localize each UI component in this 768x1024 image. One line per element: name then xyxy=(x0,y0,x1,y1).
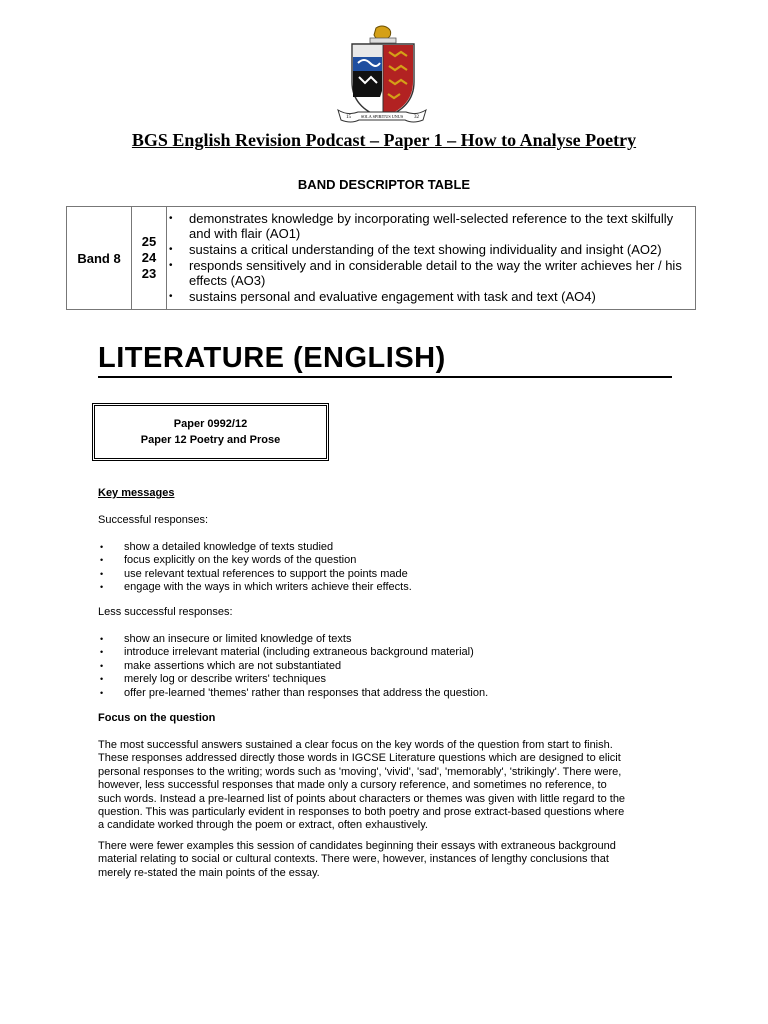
list-item: • focus explicitly on the key words of the question xyxy=(98,554,698,567)
mark-value: 25 xyxy=(141,234,157,249)
less-successful-heading: Less successful responses: xyxy=(98,606,233,618)
text-line: material relating to social or cultural contexts. There were, however, instances of lengthy conclusions that xyxy=(98,853,609,866)
text-line: such words. Instead a pre-learned list of points about characters or themes was given with little regard to the xyxy=(98,792,626,805)
table-row xyxy=(67,207,696,310)
document-title: BGS English Revision Podcast – Paper 1 – How to Analyse Poetry xyxy=(131,130,637,150)
paper-code: Paper 0992/12 xyxy=(173,418,248,430)
focus-heading: Focus on the question xyxy=(98,712,216,724)
band-descriptors xyxy=(167,207,696,310)
svg-text:15: 15 xyxy=(346,115,351,120)
list-item: • engage with the ways in which writers achieve their effects. xyxy=(98,581,698,594)
successful-list xyxy=(98,541,698,595)
text-line: a candidate worked through the poem or extract, often exhaustively. xyxy=(98,819,428,832)
band-table-heading: BAND DESCRIPTOR TABLE xyxy=(297,177,471,192)
list-item: • make assertions which are not substantiated xyxy=(98,660,698,673)
report-title: LITERATURE (ENGLISH) xyxy=(98,340,672,378)
text-line: question. This was particularly evident in responses to both poetry and prose extract-based questions where xyxy=(98,806,625,819)
list-item: • merely log or describe writers' techniques xyxy=(98,673,698,686)
paper-info-box xyxy=(92,403,329,461)
list-item: • show a detailed knowledge of texts studied xyxy=(98,541,698,554)
key-messages-heading: Key messages xyxy=(98,487,175,499)
text-line: merely re-stated the main points of the essay. xyxy=(98,866,320,879)
text-line: personal responses to the writing; words such as 'moving', 'vivid', 'sad', 'memorably', 'strikingly'. There were, xyxy=(98,765,622,778)
list-item: • demonstrates knowledge by incorporating well-selected reference to the text skilfully and with flair (AO1) xyxy=(167,211,695,241)
paragraph-2 xyxy=(98,840,738,880)
paper-name: Paper 12 Poetry and Prose xyxy=(140,434,281,446)
list-item: • use relevant textual references to support the points made xyxy=(98,568,698,581)
band-descriptor-table xyxy=(66,206,696,310)
text-line: There were fewer examples this session of candidates beginning their essays with extraneous background xyxy=(98,840,616,852)
text-line: however, less successful responses that made only a cursory reference, and sometimes no reference, to xyxy=(98,779,607,792)
band-label: Band 8 xyxy=(67,207,132,310)
svg-text:SOLA SPIRITUS UNUS: SOLA SPIRITUS UNUS xyxy=(360,114,404,119)
successful-heading: Successful responses: xyxy=(98,514,209,526)
list-item: • sustains a critical understanding of the text showing individuality and insight (AO2) xyxy=(167,242,695,257)
mark-value: 24 xyxy=(141,250,157,265)
list-item: • responds sensitively and in considerable detail to the way the writer achieves her / his effects (AO3) xyxy=(167,258,695,288)
list-item: • sustains personal and evaluative engagement with task and text (AO4) xyxy=(167,289,695,304)
band-marks xyxy=(132,207,167,310)
text-line: The most successful answers sustained a clear focus on the key words of the question from start to finish. xyxy=(98,739,613,751)
svg-text:32: 32 xyxy=(414,115,419,120)
list-item: • show an insecure or limited knowledge of texts xyxy=(98,633,698,646)
text-line: These responses addressed directly those words in IGCSE Literature questions which are designed to elicit xyxy=(98,752,621,765)
paragraph-1 xyxy=(98,739,738,833)
school-crest-icon xyxy=(326,22,438,134)
list-item: • introduce irrelevant material (including extraneous background material) xyxy=(98,646,698,659)
list-item: • offer pre-learned 'themes' rather than responses that address the question. xyxy=(98,687,698,700)
mark-value: 23 xyxy=(141,266,157,281)
less-successful-list xyxy=(98,633,698,700)
